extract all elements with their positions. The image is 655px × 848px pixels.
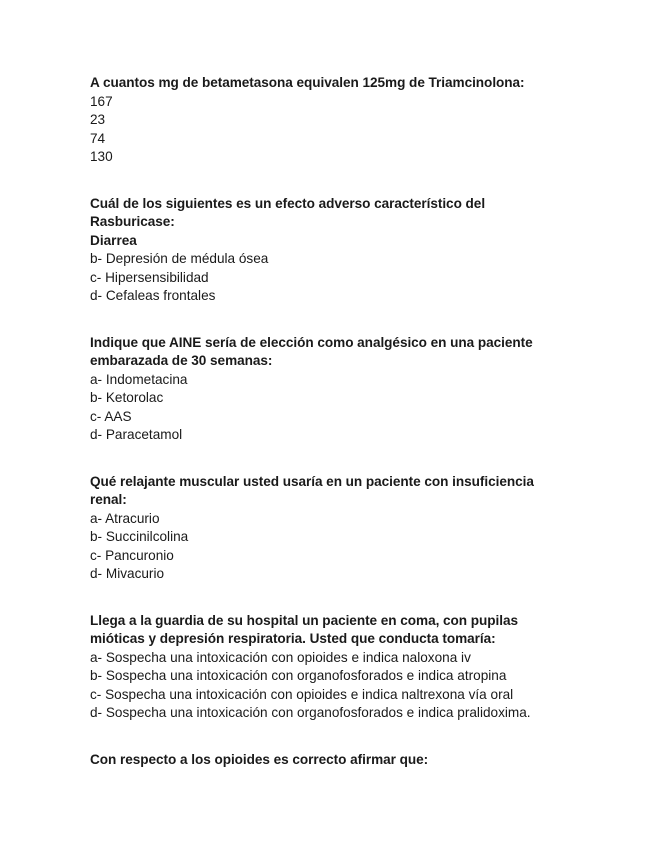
question-1-title: A cuantos mg de betametasona equivalen 125mg de Triamcinolona: [90,75,525,90]
spacer [90,445,595,473]
spacer [90,167,595,195]
question-4-option-2: b- Succinilcolina [90,529,189,544]
question-1-option-1: 167 [90,93,113,109]
spacer [90,306,595,334]
question-4 [90,473,595,584]
question-4-option-1: a- Atracurio [90,510,160,526]
question-4-title-line-1: Qué relajante muscular usted usaría en un paciente con insuficiencia [90,473,534,489]
question-4-option-3: c- Pancuronio [90,547,174,563]
question-6 [90,751,595,770]
question-5-option-1: a- Sospecha una intoxicación con opioides e indica naloxona iv [90,649,471,665]
question-1 [90,74,595,167]
question-5-title-line-2: mióticas y depresión respiratoria. Usted que conducta tomaría: [90,631,496,646]
question-3-option-1: a- Indometacina [90,371,188,387]
question-5-option-4: d- Sospecha una intoxicación con organofosforados e indica pralidoxima. [90,705,531,720]
question-2-option-2: b- Depresión de médula ósea [90,251,269,266]
spacer [90,584,595,612]
question-4-option-4: d- Mivacurio [90,566,165,581]
question-4-title-line-2: renal: [90,492,127,507]
question-2 [90,195,595,306]
question-2-option-1: Diarrea [90,232,137,248]
question-3 [90,334,595,445]
question-2-title-line-1: Cuál de los siguientes es un efecto adverso característico del [90,195,486,211]
question-1-option-3: 74 [90,130,106,146]
question-5-option-3: c- Sospecha una intoxicación con opioides e indica naltrexona vía oral [90,686,514,702]
question-5-option-2: b- Sospecha una intoxicación con organofosforados e indica atropina [90,668,507,683]
question-3-option-2: b- Ketorolac [90,390,164,405]
question-5 [90,612,595,723]
question-3-title-line-2: embarazada de 30 semanas: [90,353,273,368]
question-2-option-4: d- Cefaleas frontales [90,288,216,303]
question-2-title-line-2: Rasburicase: [90,214,175,229]
spacer [90,723,595,751]
question-2-option-3: c- Hipersensibilidad [90,269,209,285]
question-3-title-line-1: Indique que AINE sería de elección como analgésico en una paciente [90,334,533,350]
question-3-option-4: d- Paracetamol [90,427,183,442]
question-3-option-3: c- AAS [90,408,132,424]
question-1-option-4: 130 [90,149,113,164]
question-5-title-line-1: Llega a la guardia de su hospital un paciente en coma, con pupilas [90,612,519,628]
question-6-title: Con respecto a los opioides es correcto afirmar que: [90,751,429,767]
question-1-option-2: 23 [90,112,106,127]
